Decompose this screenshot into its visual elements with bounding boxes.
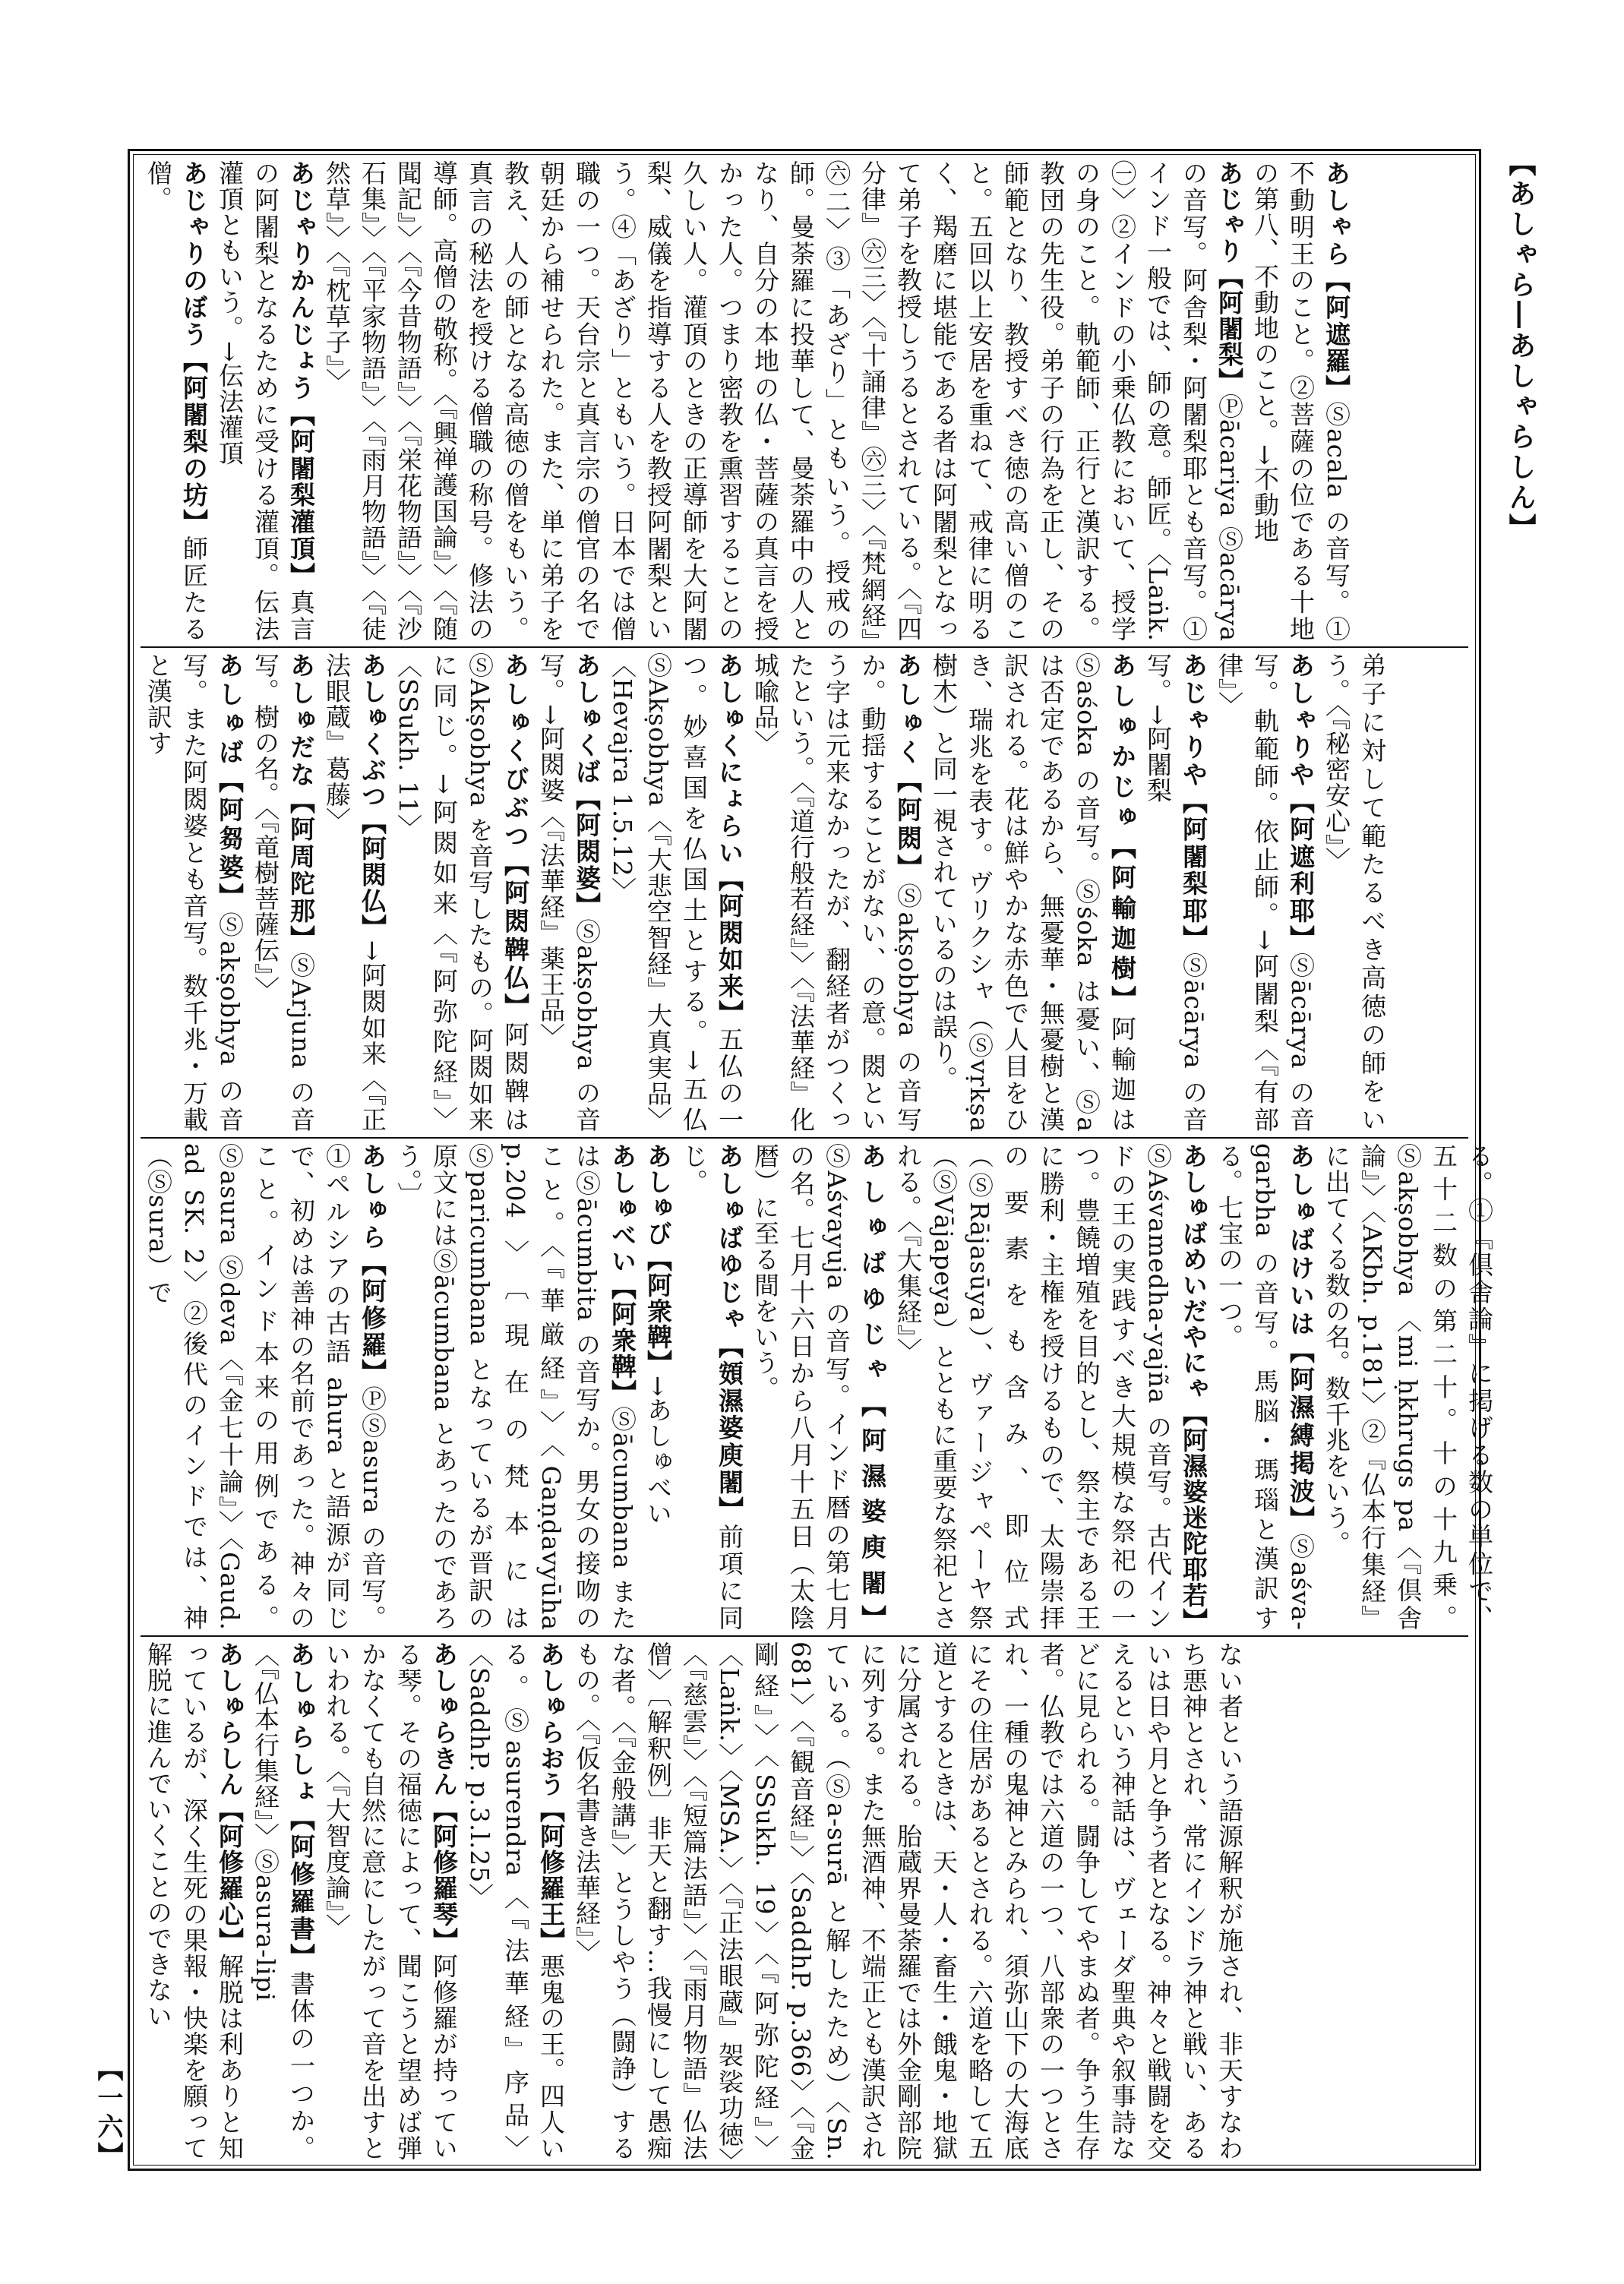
dictionary-entry bbox=[1319, 1143, 1497, 1631]
page-frame bbox=[128, 149, 1494, 2171]
entry-headword: あしゅべい【阿衆鞞】 bbox=[608, 1143, 637, 1407]
page-number: 【一六】 bbox=[93, 2055, 123, 2171]
entry-headword: あしゅび【阿衆鞞】 bbox=[643, 1143, 673, 1376]
entry-headword: あしゅら【阿修羅】 bbox=[358, 1143, 387, 1386]
entry-body: 弟子に対して範たるべき高徳の師をいう。〈『秘密安心』〉 bbox=[1322, 652, 1387, 1133]
dictionary-entry bbox=[1212, 652, 1319, 1133]
dictionary-entry bbox=[319, 160, 1247, 642]
entry-body: Ⓢakṣobhya の音写。→阿閦婆〈『法華経』薬王品〉 bbox=[536, 652, 602, 1133]
tier-4 bbox=[141, 1641, 1468, 2161]
entry-headword: あしゅばけいは【阿濕縛掲波】 bbox=[1286, 1143, 1316, 1534]
tier-column bbox=[141, 1641, 1247, 2161]
running-head: 【あしゃら―あしゃらしん】 bbox=[1505, 149, 1537, 544]
dictionary-entry bbox=[1247, 160, 1354, 642]
entry-body: 阿修羅が持っている琴。その福徳によって、聞こうと望めば弾かなくても自然に意にしたがって音を出すといわれる。〈『大智度論』〉 bbox=[322, 1641, 459, 2162]
tier-column bbox=[141, 652, 1390, 1133]
dictionary-entry bbox=[640, 1143, 676, 1631]
dictionary-entry bbox=[569, 1641, 1247, 2161]
entry-body: 真言の阿闍梨となるために受ける灌頂。伝法灌頂ともいう。→伝法灌頂 bbox=[215, 160, 316, 643]
entry-body: ⓈAśvamedha-yajña の音写。古代インドの王の実践すべき大規模な祭祀の一つ。豊饒増殖を目的とし、祭主である王に勝利・主権を授けるもので、太陽崇拝の要素をも含み、即位式（ⓈRājasūya）、ヴァージャペーヤ祭（ⓈVājapeya）とともに重要な祭祀とされる。〈『大集経』〉 bbox=[893, 1143, 1173, 1631]
entry-body: 前項に同じ。 bbox=[679, 1143, 744, 1632]
dictionary-entry bbox=[212, 160, 319, 642]
entry-headword: あしゅくびぶつ【阿閦鞞仏】 bbox=[501, 652, 530, 1022]
entry-body: 五仏の一つ。妙喜国を仏国土とする。→五仏 ⓈAkṣobhya〈『大悲空智経』大真実品〉〈Hevajra 1.5.12〉 bbox=[608, 652, 744, 1133]
entry-body: Ⓟācariya Ⓢacārya の音写。阿舎梨・阿闍梨耶とも音写。①インド一般では、師の意。師匠。〈Laṅk.㊀〉②インドの小乗仏教において、授学の身のこと。軌範師、正行と漢訳する。教団の先生役。弟子の行為を正し、その師範となり、教授すべき徳の高い僧のこと。五回以上安居を重ねて、戒律に明るく、羯磨に堪能である者は阿闍梨となって弟子を教授しうるとされている。〈『四分律』㊅三〉〈『十誦律』㊅三〉〈『梵網経』㊅二〉③「あざり」ともいう。授戒の師。曼荼羅に投華して、曼荼羅中の人となり、自分の本地の仏・菩薩の真言を授かった人。つまり密教を熏習することの久しい人。灌頂のときの正導師を大阿闍梨、威儀を指導する人を教授阿闍梨という。④「あざり」ともいう。日本では僧職の一つ。天台宗と真言宗の僧官の名で朝廷から補せられた。また、単に弟子を教え、人の師となる高徳の僧をもいう。真言の秘法を授ける僧職の称号。修法の導師。高僧の敬称。〈『興禅護国論』〉〈『随聞記』〉〈『今昔物語』〉〈『栄花物語』〉〈『沙石集』〉〈『平家物語』〉〈『雨月物語』〉〈『徒然草』〉〈『枕草子』〉 bbox=[322, 160, 1244, 643]
entry-headword: あしゅらしょ【阿修羅書】 bbox=[286, 1641, 316, 1971]
entry-headword: あしゅかじゅ【阿輸迦樹】 bbox=[1107, 652, 1137, 1016]
entry-body: ない者という語源解釈が施され、非天すなわち悪神とされ、常にインドラ神と戦い、あるいは日や月と争う者となる。神々と戦闘を交えるという神話は、ヴェーダ聖典や叙事詩などに見られる。闘争してやまぬ者。争う生存者。仏教では六道の一つ、八部衆の一つとされ、一種の鬼神とみられ、須弥山下の大海底にその住居があるとされる。六道を略して五道とするときは、天・人・畜生・餓鬼・地獄に分属される。胎蔵界曼荼羅では外金剛部院に列する。また無酒神、不端正とも漢訳されている。（Ⓢa-surā と解したため）〈Sn. 681〉〈『観音経』〉〈SaddhP. p.366〉〈『金剛経』〉〈SSukh. 19〉〈『阿弥陀経』〉〈Laṅk.〉〈MSA.〉〈『正法眼蔵』袈裟功徳〉〈『慈雲』〉〈『短篇法語』〉〈『雨月物語』仏法僧〉〔解釈例〕非天と翻す…我慢にして愚痴な者。〈『金般講』〉とうしやう（闘諍）するもの。〈『仮名書き法華経』〉 bbox=[572, 1641, 1244, 2162]
entry-body: Ⓢakṣobhya の音写か。動揺することがない、の意。閦という字は元来なかったが、翻経者がつくったという。〈『道行般若経』〉〈『法華経』化城喩品〉 bbox=[750, 652, 923, 1133]
entry-headword: あじゃり【阿闍梨】 bbox=[1215, 160, 1244, 393]
dictionary-entry bbox=[141, 1143, 390, 1631]
entry-headword: あしゅく【阿閦】 bbox=[893, 652, 923, 883]
entry-body: 師匠たる僧。 bbox=[144, 160, 209, 643]
tier-3 bbox=[141, 1143, 1494, 1634]
entry-body: 書体の一つか。〈『仏本行集経』〉Ⓢasura-lipi bbox=[251, 1641, 316, 2162]
dictionary-entry bbox=[926, 652, 1140, 1133]
entry-body: 阿閦鞞はⓈAkṣobhya を音写したもの。阿閦如来に同じ。→阿閦如来〈『阿弥陀経』〉〈SSukh. 11〉 bbox=[393, 652, 530, 1133]
dictionary-entry bbox=[1212, 1143, 1319, 1631]
entry-body: Ⓢācārya の音写。→阿闍梨 bbox=[1143, 652, 1209, 1133]
entry-headword: あじゃりや【阿闍梨耶】 bbox=[1179, 652, 1209, 952]
entry-headword: あしゅだな【阿周陀那】 bbox=[286, 652, 316, 952]
entry-headword: あしゅばめいだやにゃ【阿濕婆迷陀耶若】 bbox=[1179, 1143, 1209, 1634]
entry-headword: あじゃりかんじょう【阿闍梨灌頂】 bbox=[286, 160, 316, 589]
entry-headword: あしゅくば【阿閦婆】 bbox=[572, 652, 602, 919]
entry-body: 解脱は利ありと知っているが、深く生死の果報・快楽を願って解脱に進んでいくことのできない bbox=[144, 1641, 245, 2162]
entry-headword: あしゅばゆじゃ【頞濕婆庾闍】 bbox=[715, 1143, 744, 1524]
dictionary-entry bbox=[141, 652, 248, 1133]
tier-1 bbox=[141, 160, 1468, 642]
dictionary-entry bbox=[676, 1143, 747, 1631]
dictionary-entry bbox=[747, 1143, 890, 1631]
entry-body: る。①『倶舎論』に掲げる数の単位で、五十二数の第二十。十の十九乗。Ⓢakṣobhya 〈mi ḥkhrugs pa〈『倶舎論』〉〈AKbh. p.181〉②『仏本行集経』に出てくる数の名。数千兆をいう。 bbox=[1322, 1143, 1494, 1631]
entry-body: 阿輸迦はⓈaśoka の音写。Ⓢśoka は憂い、Ⓢa は否定であるから、無憂華・無憂樹と漢訳される。花は鮮やかな赤色で人目をひき、瑞兆を表す。ヴリクシャ（Ⓢvṛkṣa 樹木）と同一視されているのは誤り。 bbox=[929, 652, 1137, 1133]
entry-body: ⓈArjuna の音写。樹の名。〈『竜樹菩薩伝』〉 bbox=[251, 652, 316, 1133]
dictionary-entry bbox=[605, 652, 747, 1133]
entry-body: 悪鬼の王。四人いる。Ⓢasurendra〈『法華経』序品〉〈SaddhP. p.3.l.25〉 bbox=[465, 1641, 566, 2162]
dictionary-entry bbox=[319, 652, 390, 1133]
entry-headword: あしゅくぶつ【阿閦仏】 bbox=[358, 652, 387, 940]
tier-2 bbox=[141, 652, 1468, 1133]
dictionary-entry bbox=[890, 1143, 1212, 1634]
entry-body: ⓈAśvayuja の音写。インド暦の第七月の名。七月十六日から八月十五日（太陰暦）に至る間をいう。 bbox=[750, 1143, 851, 1631]
entry-body: →あしゅべい bbox=[643, 1376, 673, 1527]
entry-body: Ⓢacala の音写。①不動明王のこと。②菩薩の位である十地の第八、不動地のこと。→不動地 bbox=[1250, 160, 1351, 642]
entry-headword: あしゅらしん【阿修羅心】 bbox=[215, 1641, 245, 1954]
entry-headword: あしゅらおう【阿修羅王】 bbox=[536, 1641, 566, 1954]
tier-divider bbox=[141, 1635, 1468, 1637]
entry-body: Ⓢaśva-garbha の音写。馬脳・瑪瑙と漢訳する。七宝の一つ。 bbox=[1215, 1143, 1316, 1632]
tier-divider bbox=[141, 1137, 1468, 1139]
tier-divider bbox=[141, 646, 1468, 648]
tier-column bbox=[141, 1143, 1497, 1634]
dictionary-entry bbox=[1140, 652, 1212, 1133]
entry-headword: あしゅくにょらい【阿閦如来】 bbox=[715, 652, 744, 1027]
entry-body: →阿閦如来〈『正法眼蔵』葛藤〉 bbox=[322, 652, 387, 1133]
entry-headword: あしゅば【阿芻婆】 bbox=[215, 652, 245, 912]
entry-headword: あしゅばゆじゃ【阿濕婆庾闍】 bbox=[858, 1143, 887, 1631]
entry-body: Ⓢakṣobhya の音写。また阿閦婆とも音写。数千兆・万載と漢訳す bbox=[144, 652, 245, 1133]
tier-column bbox=[141, 160, 1354, 642]
entry-headword: あしゃら【阿遮羅】 bbox=[1322, 160, 1351, 402]
dictionary-entry bbox=[141, 160, 212, 642]
entry-headword: あじゃりのぼう【阿闍梨の坊】 bbox=[179, 160, 209, 536]
dictionary-entry bbox=[462, 1641, 569, 2161]
dictionary-entry bbox=[747, 652, 926, 1133]
dictionary-entry bbox=[319, 1641, 462, 2161]
dictionary-entry bbox=[1319, 652, 1390, 1133]
dictionary-entry bbox=[248, 1641, 319, 2161]
dictionary-entry bbox=[533, 652, 605, 1133]
dictionary-entry bbox=[141, 1641, 248, 2161]
dictionary-entry bbox=[390, 1143, 640, 1631]
entry-body: ⓅⓈasura の音写。①ペルシアの古語 ahura と語源が同じで、初めは善神の名前であった。神々のこと。インド本来の用例である。Ⓢasura Ⓢdeva〈『金七十論』〉〈Gaud. ad SK. 2〉②後代のインドでは、神（Ⓢsura）で bbox=[144, 1143, 387, 1631]
entry-headword: あしゃりや【阿遮利耶】 bbox=[1286, 652, 1316, 952]
dictionary-entry bbox=[248, 652, 319, 1133]
entry-body: Ⓢācumbana またはⓈācumbita の音写か。男女の接吻のこと。〈『華厳経』〉〈Gaṇḍavyūha p.204〉〔現在の梵本にはⓈparicumbana となっているが晋訳の原文にはⓈācumbana とあったのであろう。〕 bbox=[393, 1143, 637, 1632]
entry-headword: あしゅらきん【阿修羅琴】 bbox=[429, 1641, 459, 1954]
entry-body: Ⓢācārya の音写。軌範師。依止師。→阿闍梨〈『有部律』〉 bbox=[1215, 652, 1316, 1133]
dictionary-entry bbox=[390, 652, 533, 1133]
